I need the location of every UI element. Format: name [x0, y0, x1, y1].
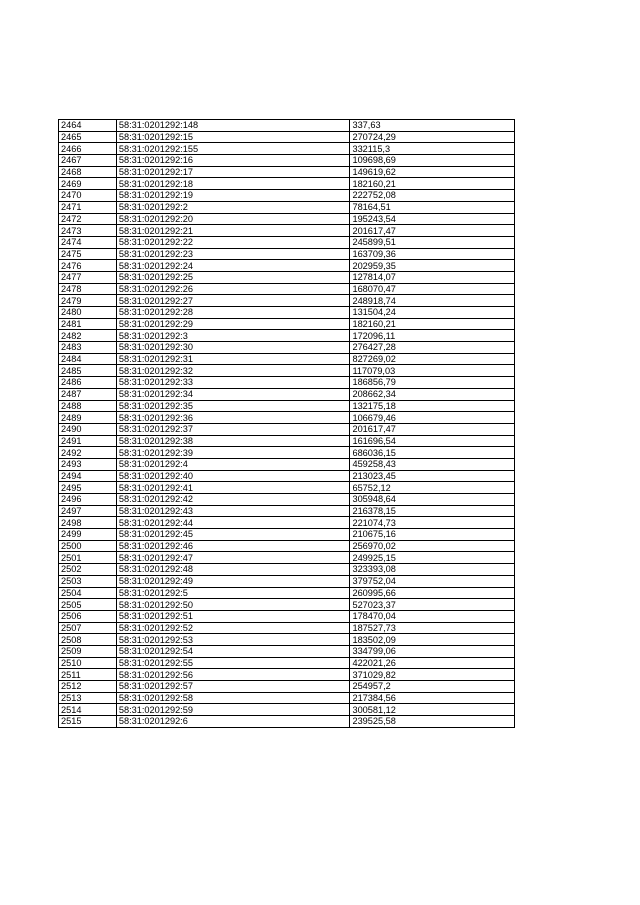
- cadastral-number-cell: 58:31:0201292:36: [116, 412, 350, 424]
- cadastral-number-cell: 58:31:0201292:50: [116, 599, 350, 611]
- table-row: [59, 704, 515, 716]
- table-row: [59, 692, 515, 704]
- value-cell: 459258,43: [350, 458, 515, 470]
- row-number-cell: 2494: [59, 470, 117, 482]
- cadastral-number-cell: 58:31:0201292:58: [116, 692, 350, 704]
- table-row: [59, 716, 515, 728]
- table-row: [59, 342, 515, 354]
- value-cell: 239525,58: [350, 716, 515, 728]
- value-cell: 65752,12: [350, 482, 515, 494]
- value-cell: 149619,62: [350, 166, 515, 178]
- value-cell: 106679,46: [350, 412, 515, 424]
- row-number-cell: 2491: [59, 435, 117, 447]
- row-number-cell: 2467: [59, 155, 117, 167]
- cadastral-number-cell: 58:31:0201292:45: [116, 529, 350, 541]
- row-number-cell: 2482: [59, 330, 117, 342]
- row-number-cell: 2512: [59, 681, 117, 693]
- table-row: [59, 423, 515, 435]
- cadastral-number-cell: 58:31:0201292:25: [116, 271, 350, 283]
- row-number-cell: 2466: [59, 143, 117, 155]
- value-cell: 332115,3: [350, 143, 515, 155]
- cadastral-number-cell: 58:31:0201292:2: [116, 201, 350, 213]
- value-cell: 337,63: [350, 120, 515, 132]
- cadastral-number-cell: 58:31:0201292:48: [116, 564, 350, 576]
- table-row: [59, 213, 515, 225]
- cadastral-number-cell: 58:31:0201292:27: [116, 295, 350, 307]
- value-cell: 249925,15: [350, 552, 515, 564]
- value-cell: 210675,16: [350, 529, 515, 541]
- row-number-cell: 2485: [59, 365, 117, 377]
- row-number-cell: 2511: [59, 669, 117, 681]
- row-number-cell: 2481: [59, 318, 117, 330]
- value-cell: 827269,02: [350, 353, 515, 365]
- row-number-cell: 2504: [59, 587, 117, 599]
- row-number-cell: 2505: [59, 599, 117, 611]
- table-body: [59, 120, 515, 728]
- table-row: [59, 236, 515, 248]
- cadastral-number-cell: 58:31:0201292:34: [116, 388, 350, 400]
- cadastral-number-cell: 58:31:0201292:44: [116, 517, 350, 529]
- cadastral-number-cell: 58:31:0201292:155: [116, 143, 350, 155]
- value-cell: 379752,04: [350, 575, 515, 587]
- table-row: [59, 131, 515, 143]
- cadastral-number-cell: 58:31:0201292:22: [116, 236, 350, 248]
- cadastral-number-cell: 58:31:0201292:57: [116, 681, 350, 693]
- table-row: [59, 400, 515, 412]
- cadastral-number-cell: 58:31:0201292:37: [116, 423, 350, 435]
- value-cell: 183502,09: [350, 634, 515, 646]
- cadastral-number-cell: 58:31:0201292:31: [116, 353, 350, 365]
- row-number-cell: 2478: [59, 283, 117, 295]
- table-row: [59, 365, 515, 377]
- table-row: [59, 564, 515, 576]
- cadastral-number-cell: 58:31:0201292:51: [116, 610, 350, 622]
- value-cell: 300581,12: [350, 704, 515, 716]
- row-number-cell: 2490: [59, 423, 117, 435]
- value-cell: 216378,15: [350, 505, 515, 517]
- table-row: [59, 201, 515, 213]
- row-number-cell: 2480: [59, 307, 117, 319]
- row-number-cell: 2508: [59, 634, 117, 646]
- cadastral-number-cell: 58:31:0201292:43: [116, 505, 350, 517]
- value-cell: 323393,08: [350, 564, 515, 576]
- row-number-cell: 2487: [59, 388, 117, 400]
- value-cell: 248918,74: [350, 295, 515, 307]
- table-row: [59, 225, 515, 237]
- table-row: [59, 470, 515, 482]
- row-number-cell: 2475: [59, 248, 117, 260]
- table-row: [59, 295, 515, 307]
- data-table: [58, 119, 515, 728]
- row-number-cell: 2496: [59, 494, 117, 506]
- value-cell: 163709,36: [350, 248, 515, 260]
- table-row: [59, 353, 515, 365]
- cadastral-number-cell: 58:31:0201292:24: [116, 260, 350, 272]
- table-row: [59, 260, 515, 272]
- value-cell: 172096,11: [350, 330, 515, 342]
- row-number-cell: 2503: [59, 575, 117, 587]
- value-cell: 161696,54: [350, 435, 515, 447]
- row-number-cell: 2477: [59, 271, 117, 283]
- row-number-cell: 2468: [59, 166, 117, 178]
- table-row: [59, 166, 515, 178]
- cadastral-number-cell: 58:31:0201292:4: [116, 458, 350, 470]
- row-number-cell: 2513: [59, 692, 117, 704]
- cadastral-number-cell: 58:31:0201292:35: [116, 400, 350, 412]
- row-number-cell: 2510: [59, 657, 117, 669]
- value-cell: 276427,28: [350, 342, 515, 354]
- value-cell: 78164,51: [350, 201, 515, 213]
- table-row: [59, 248, 515, 260]
- row-number-cell: 2465: [59, 131, 117, 143]
- cadastral-number-cell: 58:31:0201292:54: [116, 645, 350, 657]
- table-row: [59, 529, 515, 541]
- value-cell: 256970,02: [350, 540, 515, 552]
- row-number-cell: 2502: [59, 564, 117, 576]
- value-cell: 527023,37: [350, 599, 515, 611]
- cadastral-number-cell: 58:31:0201292:52: [116, 622, 350, 634]
- row-number-cell: 2509: [59, 645, 117, 657]
- value-cell: 187527,73: [350, 622, 515, 634]
- row-number-cell: 2471: [59, 201, 117, 213]
- value-cell: 371029,82: [350, 669, 515, 681]
- cadastral-number-cell: 58:31:0201292:32: [116, 365, 350, 377]
- cadastral-number-cell: 58:31:0201292:56: [116, 669, 350, 681]
- table-row: [59, 482, 515, 494]
- row-number-cell: 2488: [59, 400, 117, 412]
- row-number-cell: 2472: [59, 213, 117, 225]
- row-number-cell: 2489: [59, 412, 117, 424]
- cadastral-number-cell: 58:31:0201292:59: [116, 704, 350, 716]
- cadastral-number-cell: 58:31:0201292:47: [116, 552, 350, 564]
- value-cell: 422021,26: [350, 657, 515, 669]
- value-cell: 132175,18: [350, 400, 515, 412]
- table-row: [59, 120, 515, 132]
- row-number-cell: 2499: [59, 529, 117, 541]
- table-row: [59, 412, 515, 424]
- row-number-cell: 2464: [59, 120, 117, 132]
- table-row: [59, 599, 515, 611]
- cadastral-number-cell: 58:31:0201292:30: [116, 342, 350, 354]
- table-row: [59, 634, 515, 646]
- value-cell: 117079,03: [350, 365, 515, 377]
- row-number-cell: 2495: [59, 482, 117, 494]
- value-cell: 195243,54: [350, 213, 515, 225]
- cadastral-number-cell: 58:31:0201292:20: [116, 213, 350, 225]
- cadastral-number-cell: 58:31:0201292:16: [116, 155, 350, 167]
- value-cell: 182160,21: [350, 178, 515, 190]
- value-cell: 270724,29: [350, 131, 515, 143]
- table-row: [59, 283, 515, 295]
- cadastral-number-cell: 58:31:0201292:19: [116, 190, 350, 202]
- table-row: [59, 681, 515, 693]
- table-row: [59, 494, 515, 506]
- cadastral-number-cell: 58:31:0201292:5: [116, 587, 350, 599]
- row-number-cell: 2484: [59, 353, 117, 365]
- table-row: [59, 377, 515, 389]
- table-row: [59, 271, 515, 283]
- table-row: [59, 388, 515, 400]
- value-cell: 208662,34: [350, 388, 515, 400]
- table-row: [59, 575, 515, 587]
- row-number-cell: 2507: [59, 622, 117, 634]
- row-number-cell: 2483: [59, 342, 117, 354]
- value-cell: 186856,79: [350, 377, 515, 389]
- table-row: [59, 587, 515, 599]
- row-number-cell: 2479: [59, 295, 117, 307]
- value-cell: 201617,47: [350, 423, 515, 435]
- value-cell: 178470,04: [350, 610, 515, 622]
- cadastral-number-cell: 58:31:0201292:17: [116, 166, 350, 178]
- cadastral-number-cell: 58:31:0201292:21: [116, 225, 350, 237]
- row-number-cell: 2473: [59, 225, 117, 237]
- cadastral-number-cell: 58:31:0201292:42: [116, 494, 350, 506]
- table-row: [59, 155, 515, 167]
- table-row: [59, 622, 515, 634]
- cadastral-number-cell: 58:31:0201292:41: [116, 482, 350, 494]
- row-number-cell: 2493: [59, 458, 117, 470]
- value-cell: 305948,64: [350, 494, 515, 506]
- row-number-cell: 2476: [59, 260, 117, 272]
- row-number-cell: 2514: [59, 704, 117, 716]
- table-row: [59, 540, 515, 552]
- table-row: [59, 190, 515, 202]
- value-cell: 260995,66: [350, 587, 515, 599]
- value-cell: 213023,45: [350, 470, 515, 482]
- cadastral-number-cell: 58:31:0201292:33: [116, 377, 350, 389]
- table-row: [59, 330, 515, 342]
- value-cell: 201617,47: [350, 225, 515, 237]
- value-cell: 127814,07: [350, 271, 515, 283]
- cadastral-number-cell: 58:31:0201292:55: [116, 657, 350, 669]
- value-cell: 221074,73: [350, 517, 515, 529]
- value-cell: 222752,08: [350, 190, 515, 202]
- table-row: [59, 143, 515, 155]
- row-number-cell: 2470: [59, 190, 117, 202]
- value-cell: 182160,21: [350, 318, 515, 330]
- cadastral-number-cell: 58:31:0201292:29: [116, 318, 350, 330]
- table-row: [59, 447, 515, 459]
- row-number-cell: 2506: [59, 610, 117, 622]
- cadastral-number-cell: 58:31:0201292:53: [116, 634, 350, 646]
- value-cell: 109698,69: [350, 155, 515, 167]
- cadastral-number-cell: 58:31:0201292:148: [116, 120, 350, 132]
- cadastral-number-cell: 58:31:0201292:18: [116, 178, 350, 190]
- cadastral-number-cell: 58:31:0201292:40: [116, 470, 350, 482]
- row-number-cell: 2474: [59, 236, 117, 248]
- row-number-cell: 2501: [59, 552, 117, 564]
- cadastral-number-cell: 58:31:0201292:3: [116, 330, 350, 342]
- row-number-cell: 2469: [59, 178, 117, 190]
- value-cell: 217384,56: [350, 692, 515, 704]
- cadastral-number-cell: 58:31:0201292:6: [116, 716, 350, 728]
- value-cell: 245899,51: [350, 236, 515, 248]
- value-cell: 686036,15: [350, 447, 515, 459]
- cadastral-number-cell: 58:31:0201292:46: [116, 540, 350, 552]
- cadastral-number-cell: 58:31:0201292:28: [116, 307, 350, 319]
- value-cell: 131504,24: [350, 307, 515, 319]
- row-number-cell: 2497: [59, 505, 117, 517]
- value-cell: 334799,06: [350, 645, 515, 657]
- cadastral-number-cell: 58:31:0201292:49: [116, 575, 350, 587]
- table-row: [59, 669, 515, 681]
- cadastral-number-cell: 58:31:0201292:15: [116, 131, 350, 143]
- table-row: [59, 645, 515, 657]
- table-row: [59, 610, 515, 622]
- table-row: [59, 552, 515, 564]
- row-number-cell: 2515: [59, 716, 117, 728]
- row-number-cell: 2498: [59, 517, 117, 529]
- row-number-cell: 2492: [59, 447, 117, 459]
- row-number-cell: 2486: [59, 377, 117, 389]
- table-row: [59, 318, 515, 330]
- table-row: [59, 458, 515, 470]
- table-row: [59, 435, 515, 447]
- value-cell: 168070,47: [350, 283, 515, 295]
- cadastral-number-cell: 58:31:0201292:38: [116, 435, 350, 447]
- table-row: [59, 178, 515, 190]
- cadastral-number-cell: 58:31:0201292:39: [116, 447, 350, 459]
- cadastral-number-cell: 58:31:0201292:23: [116, 248, 350, 260]
- table-row: [59, 657, 515, 669]
- table-row: [59, 517, 515, 529]
- row-number-cell: 2500: [59, 540, 117, 552]
- cadastral-number-cell: 58:31:0201292:26: [116, 283, 350, 295]
- table-row: [59, 505, 515, 517]
- table-row: [59, 307, 515, 319]
- value-cell: 254957,2: [350, 681, 515, 693]
- value-cell: 202959,35: [350, 260, 515, 272]
